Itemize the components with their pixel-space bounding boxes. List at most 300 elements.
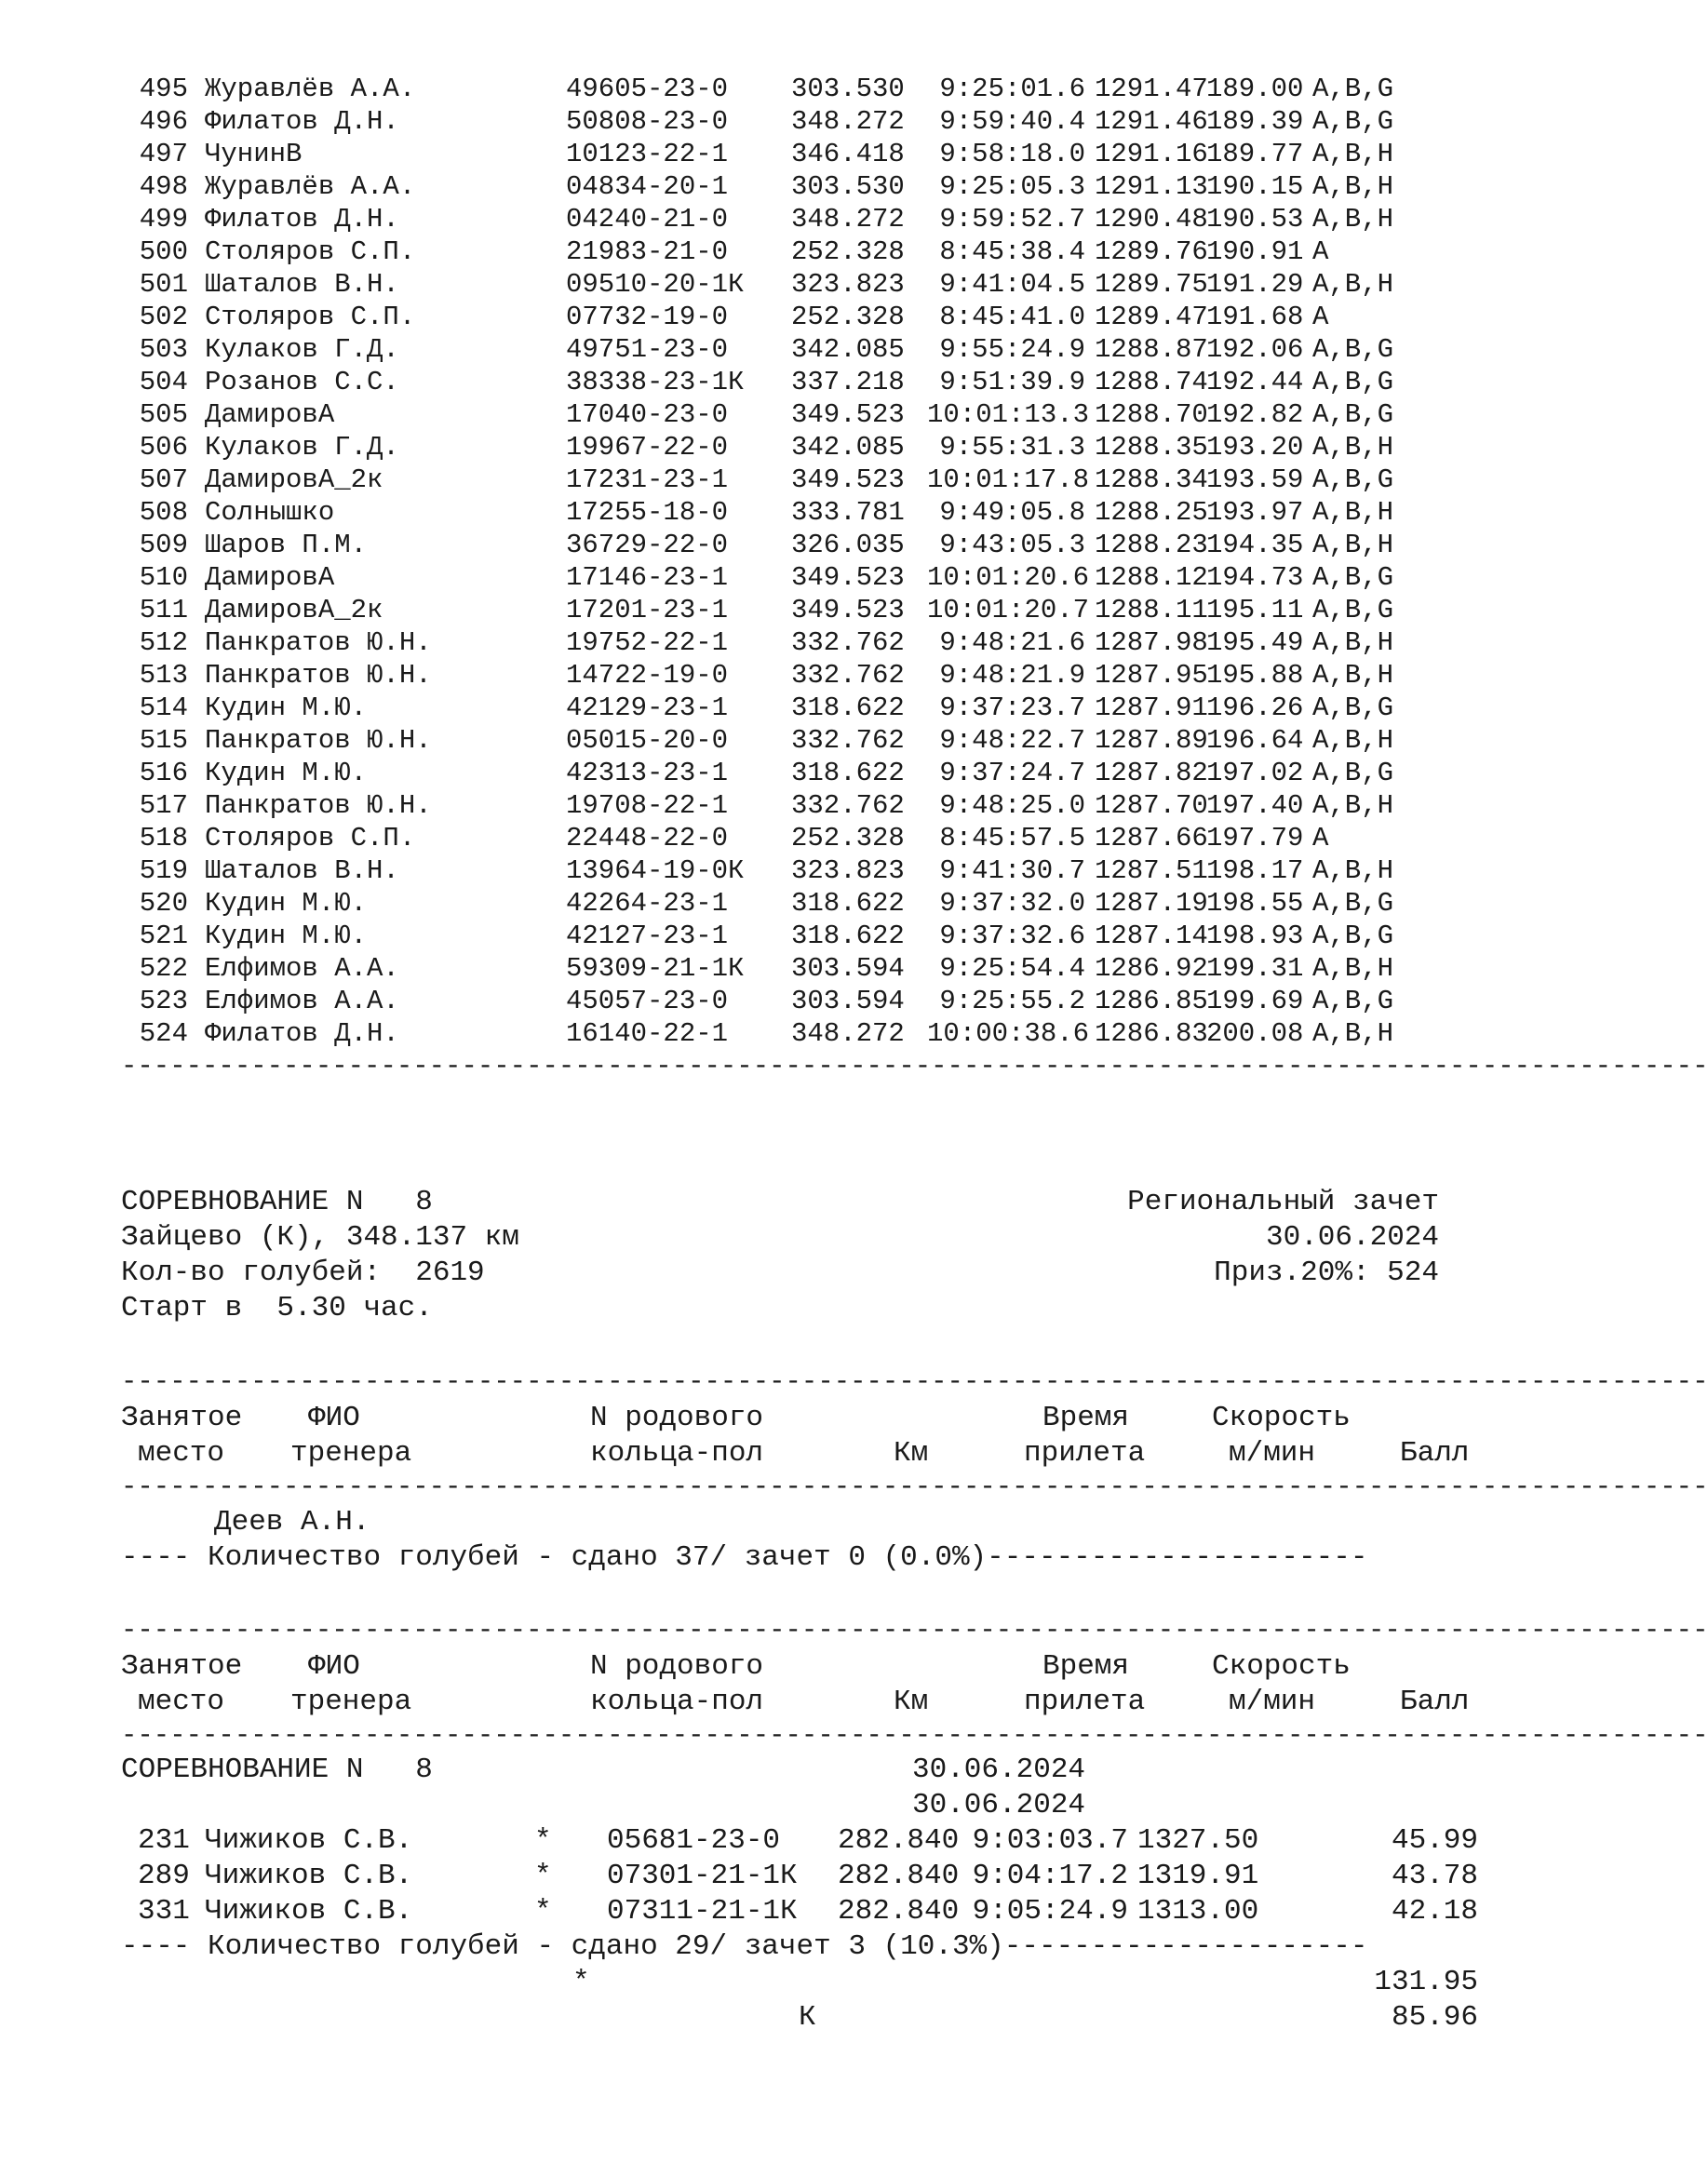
speed: 1291.46 [1095,106,1208,137]
place: 519 [139,855,188,886]
category: A,B,G [1312,464,1394,495]
points: 189.77 [1206,139,1304,169]
speed: 1291.16 [1095,139,1208,169]
name: ЧунинВ [205,139,303,169]
points: 43.78 [1391,1860,1478,1892]
speed: 1287.98 [1095,627,1208,658]
col-points-header: Балл [1400,1686,1470,1718]
total-star-value: 131.95 [1374,1966,1478,1998]
col-time-header-1: Время [1042,1650,1130,1683]
points: 190.53 [1206,204,1304,235]
points: 193.59 [1206,464,1304,495]
points: 199.69 [1206,986,1304,1016]
table-row [138,626,1459,659]
distance-km: 303.594 [791,953,905,984]
divider: -------------------------------------------------------------------------------------------------- [121,1471,1708,1502]
name: Шаталов В.Н. [205,269,399,300]
name: Кулаков Г.Д. [205,334,399,365]
points: 190.91 [1206,236,1304,267]
place: 517 [139,790,188,821]
arrival-time: 9:51:39.9 [939,367,1085,397]
speed: 1319.91 [1137,1860,1259,1892]
mark: * [534,1895,552,1928]
col-speed-header-1: Скорость [1212,1402,1351,1434]
category: A,B,H [1312,855,1394,886]
name: ДамировА_2к [205,595,383,625]
table-row [138,529,1459,561]
distance-km: 318.622 [791,888,905,919]
place: 499 [139,204,188,235]
arrival-time: 9:03:03.7 [972,1824,1128,1857]
name: Филатов Д.Н. [205,1018,399,1049]
table-row [138,724,1459,757]
ring-number: 17040-23-0 [566,399,729,430]
place: 497 [139,139,188,169]
distance-km: 332.762 [791,627,905,658]
distance-km: 252.328 [791,302,905,332]
place: 506 [139,432,188,463]
arrival-time: 8:45:38.4 [939,236,1085,267]
name: Кудин М.Ю. [205,758,368,788]
name: Елфимов А.А. [205,986,399,1016]
table-row [138,138,1459,170]
place: 505 [139,399,188,430]
points: 194.73 [1206,562,1304,593]
place: 289 [138,1860,190,1892]
category: A,B,H [1312,627,1394,658]
divider: -------------------------------------------------------------------------------------------------- [121,1720,1708,1751]
points: 42.18 [1391,1895,1478,1928]
table-row [138,301,1459,333]
place: 508 [139,497,188,528]
points: 195.49 [1206,627,1304,658]
points: 197.79 [1206,823,1304,853]
points: 189.00 [1206,74,1304,104]
table-row [138,203,1459,235]
table-row [138,366,1459,398]
arrival-time: 9:58:18.0 [939,139,1085,169]
place: 512 [139,627,188,658]
table-row [138,1823,1487,1859]
points: 199.31 [1206,953,1304,984]
place: 513 [139,660,188,691]
arrival-time: 9:37:24.7 [939,758,1085,788]
name: Кудин М.Ю. [205,888,368,919]
ring-number: 36729-22-0 [566,530,729,560]
place: 521 [139,921,188,951]
arrival-time: 9:25:01.6 [939,74,1085,104]
place: 516 [139,758,188,788]
table-row [138,496,1459,529]
col-place-header-2: место [138,1437,225,1470]
points: 200.08 [1206,1018,1304,1049]
arrival-time: 8:45:41.0 [939,302,1085,332]
col-ring-header-1: N родового [590,1650,764,1683]
distance-km: 323.823 [791,269,905,300]
speed: 1327.50 [1137,1824,1259,1857]
category: A,B,H [1312,497,1394,528]
arrival-time: 9:41:04.5 [939,269,1085,300]
points: 45.99 [1391,1824,1478,1857]
total-k-value: 85.96 [1391,2001,1478,2034]
ring-number: 05015-20-0 [566,725,729,756]
points: 197.40 [1206,790,1304,821]
name: Столяров С.П. [205,236,416,267]
category: A,B,G [1312,74,1394,104]
table-row [138,887,1459,920]
place: 515 [139,725,188,756]
col-time-header-1: Время [1042,1402,1130,1434]
name: ДамировА_2к [205,464,383,495]
col-km-header: Км [894,1437,929,1470]
arrival-time: 9:55:24.9 [939,334,1085,365]
distance-km: 282.840 [838,1824,960,1857]
ring-number: 42264-23-1 [566,888,729,919]
col-speed-header-2: м/мин [1229,1686,1316,1718]
table-row [138,789,1459,822]
section-summary: ---- Количество голубей - сдано 37/ зачет 0 (0.0%)---------------------- [121,1541,1368,1574]
ring-number: 42129-23-1 [566,692,729,723]
ring-number: 13964-19-0К [566,855,745,886]
speed: 1288.70 [1095,399,1208,430]
name: ДамировА [205,562,335,593]
name: Панкратов Ю.Н. [205,790,432,821]
place: 331 [138,1895,190,1928]
table-row [138,822,1459,854]
arrival-time: 9:48:25.0 [939,790,1085,821]
col-name-header-1: ФИО [308,1650,360,1683]
mark: * [534,1824,552,1857]
speed: 1287.51 [1095,855,1208,886]
distance-km: 346.418 [791,139,905,169]
table-row [138,268,1459,301]
table-row [138,105,1459,138]
arrival-time: 10:01:20.6 [927,562,1090,593]
name: Розанов С.С. [205,367,399,397]
total-k-mark: К [799,2001,816,2034]
ring-number: 22448-22-0 [566,823,729,853]
place: 522 [139,953,188,984]
table-row [138,985,1459,1017]
place: 509 [139,530,188,560]
speed: 1289.76 [1095,236,1208,267]
distance-km: 303.594 [791,986,905,1016]
ring-number: 17146-23-1 [566,562,729,593]
table-row [138,659,1459,692]
distance-km: 252.328 [791,823,905,853]
table-row [138,1894,1487,1929]
table-row [138,692,1459,724]
category: A,B,G [1312,106,1394,137]
points: 192.44 [1206,367,1304,397]
table-row [138,73,1459,105]
arrival-time: 9:55:31.3 [939,432,1085,463]
competition-pigeon-count: Кол-во голубей: 2619 [121,1256,485,1289]
distance-km: 349.523 [791,595,905,625]
competition-prize: Приз.20%: 524 [1214,1256,1439,1289]
table-row [138,952,1459,985]
speed: 1286.83 [1095,1018,1208,1049]
distance-km: 318.622 [791,921,905,951]
ring-number: 16140-22-1 [566,1018,729,1049]
name: Столяров С.П. [205,823,416,853]
ring-number: 09510-20-1К [566,269,745,300]
speed: 1286.92 [1095,953,1208,984]
results-list [138,73,1459,1050]
ring-number: 07311-21-1К [607,1895,798,1928]
name: Солнышко [205,497,335,528]
distance-km: 318.622 [791,758,905,788]
points: 198.17 [1206,855,1304,886]
arrival-time: 10:01:17.8 [927,464,1090,495]
table-row [138,594,1459,626]
speed: 1288.87 [1095,334,1208,365]
table-row [138,561,1459,594]
total-star-mark: * [572,1966,590,1998]
arrival-time: 9:59:40.4 [939,106,1085,137]
name: Панкратов Ю.Н. [205,660,432,691]
speed: 1290.48 [1095,204,1208,235]
category: A [1312,302,1329,332]
col-name-header-1: ФИО [308,1402,360,1434]
ring-number: 59309-21-1К [566,953,745,984]
points: 191.29 [1206,269,1304,300]
name: Шаров П.М. [205,530,368,560]
ring-number: 50808-23-0 [566,106,729,137]
table-row [138,757,1459,789]
distance-km: 282.840 [838,1860,960,1892]
category: A [1312,236,1329,267]
distance-km: 252.328 [791,236,905,267]
arrival-time: 9:25:05.3 [939,171,1085,202]
distance-km: 348.272 [791,106,905,137]
table-row [138,170,1459,203]
category: A,B,G [1312,334,1394,365]
ring-number: 19708-22-1 [566,790,729,821]
name: Столяров С.П. [205,302,416,332]
arrival-time: 9:48:21.9 [939,660,1085,691]
arrival-time: 9:05:24.9 [972,1895,1128,1928]
ring-number: 04240-21-0 [566,204,729,235]
table-row [138,1859,1487,1894]
points: 190.15 [1206,171,1304,202]
col-name-header-2: тренера [290,1437,412,1470]
table-row [138,235,1459,268]
arrival-time: 10:00:38.6 [927,1018,1090,1049]
points: 196.26 [1206,692,1304,723]
col-ring-header-2: кольца-пол [590,1437,764,1470]
place: 495 [139,74,188,104]
arrival-time: 9:04:17.2 [972,1860,1128,1892]
name: Кудин М.Ю. [205,921,368,951]
place: 504 [139,367,188,397]
arrival-time: 9:48:22.7 [939,725,1085,756]
distance-km: 342.085 [791,432,905,463]
section-date: 30.06.2024 [912,1754,1086,1786]
speed: 1287.91 [1095,692,1208,723]
arrival-time: 9:59:52.7 [939,204,1085,235]
col-ring-header-1: N родового [590,1402,764,1434]
distance-km: 349.523 [791,399,905,430]
place: 503 [139,334,188,365]
arrival-time: 8:45:57.5 [939,823,1085,853]
category: A [1312,823,1329,853]
place: 520 [139,888,188,919]
speed: 1291.47 [1095,74,1208,104]
col-speed-header-1: Скорость [1212,1650,1351,1683]
place: 507 [139,464,188,495]
ring-number: 42127-23-1 [566,921,729,951]
speed: 1288.74 [1095,367,1208,397]
distance-km: 342.085 [791,334,905,365]
competition-date: 30.06.2024 [1265,1221,1439,1254]
category: A,B,H [1312,204,1394,235]
ring-number: 17255-18-0 [566,497,729,528]
arrival-time: 9:41:30.7 [939,855,1085,886]
category: A,B,H [1312,953,1394,984]
mark: * [534,1860,552,1892]
category: A,B,G [1312,399,1394,430]
place: 518 [139,823,188,853]
name: Чижиков С.В. [205,1860,413,1892]
competition-scoring: Региональный зачет [1127,1186,1439,1218]
distance-km: 332.762 [791,725,905,756]
arrival-time: 10:01:20.7 [927,595,1090,625]
name: Филатов Д.Н. [205,106,399,137]
distance-km: 349.523 [791,562,905,593]
col-speed-header-2: м/мин [1229,1437,1316,1470]
speed: 1287.70 [1095,790,1208,821]
col-time-header-2: прилета [1024,1437,1146,1470]
ring-number: 07301-21-1К [607,1860,798,1892]
col-points-header: Балл [1400,1437,1470,1470]
speed: 1289.75 [1095,269,1208,300]
ring-number: 05681-23-0 [607,1824,781,1857]
distance-km: 337.218 [791,367,905,397]
category: A,B,G [1312,888,1394,919]
points: 194.35 [1206,530,1304,560]
category: A,B,H [1312,432,1394,463]
speed: 1288.35 [1095,432,1208,463]
ring-number: 19967-22-0 [566,432,729,463]
arrival-time: 9:37:32.0 [939,888,1085,919]
speed: 1287.95 [1095,660,1208,691]
points: 193.20 [1206,432,1304,463]
table-row [138,398,1459,431]
ring-number: 14722-19-0 [566,660,729,691]
col-place-header-2: место [138,1686,225,1718]
speed: 1287.66 [1095,823,1208,853]
points: 191.68 [1206,302,1304,332]
category: A,B,G [1312,367,1394,397]
points: 197.02 [1206,758,1304,788]
category: A,B,H [1312,790,1394,821]
arrival-time: 9:49:05.8 [939,497,1085,528]
place: 510 [139,562,188,593]
col-name-header-2: тренера [290,1686,412,1718]
name: Журавлёв А.А. [205,171,416,202]
speed: 1288.11 [1095,595,1208,625]
category: A,B,H [1312,171,1394,202]
points: 195.11 [1206,595,1304,625]
speed: 1287.82 [1095,758,1208,788]
arrival-time: 9:37:23.7 [939,692,1085,723]
points: 193.97 [1206,497,1304,528]
arrival-time: 9:37:32.6 [939,921,1085,951]
distance-km: 323.823 [791,855,905,886]
distance-km: 332.762 [791,790,905,821]
distance-km: 303.530 [791,74,905,104]
speed: 1286.85 [1095,986,1208,1016]
place: 523 [139,986,188,1016]
table-row [138,854,1459,887]
arrival-time: 9:25:54.4 [939,953,1085,984]
col-km-header: Км [894,1686,929,1718]
category: A,B,H [1312,725,1394,756]
distance-km: 332.762 [791,660,905,691]
category: A,B,G [1312,595,1394,625]
name: Шаталов В.Н. [205,855,399,886]
col-ring-header-2: кольца-пол [590,1686,764,1718]
table-row [138,333,1459,366]
place: 511 [139,595,188,625]
name: Чижиков С.В. [205,1895,413,1928]
category: A,B,H [1312,1018,1394,1049]
ring-number: 42313-23-1 [566,758,729,788]
name: Журавлёв А.А. [205,74,416,104]
speed: 1287.19 [1095,888,1208,919]
category: A,B,H [1312,139,1394,169]
speed: 1289.47 [1095,302,1208,332]
name: Панкратов Ю.Н. [205,725,432,756]
speed: 1287.89 [1095,725,1208,756]
distance-km: 282.840 [838,1895,960,1928]
points: 192.82 [1206,399,1304,430]
points: 192.06 [1206,334,1304,365]
table-row [138,1017,1459,1050]
divider: -------------------------------------------------------------------------------------------------- [121,1051,1708,1082]
points: 198.55 [1206,888,1304,919]
category: A,B,G [1312,758,1394,788]
ring-number: 07732-19-0 [566,302,729,332]
divider: -------------------------------------------------------------------------------------------------- [121,1366,1708,1397]
category: A,B,H [1312,269,1394,300]
speed: 1288.12 [1095,562,1208,593]
col-place-header-1: Занятое [121,1402,243,1434]
distance-km: 326.035 [791,530,905,560]
ring-number: 17231-23-1 [566,464,729,495]
distance-km: 318.622 [791,692,905,723]
ring-number: 10123-22-1 [566,139,729,169]
ring-number: 49605-23-0 [566,74,729,104]
ring-number: 38338-23-1К [566,367,745,397]
category: A,B,H [1312,530,1394,560]
points: 195.88 [1206,660,1304,691]
place: 502 [139,302,188,332]
distance-km: 349.523 [791,464,905,495]
category: A,B,G [1312,562,1394,593]
arrival-time: 9:25:55.2 [939,986,1085,1016]
category: A,B,G [1312,692,1394,723]
speed: 1291.13 [1095,171,1208,202]
place: 500 [139,236,188,267]
points: 196.64 [1206,725,1304,756]
distance-km: 348.272 [791,1018,905,1049]
ring-number: 19752-22-1 [566,627,729,658]
category: A,B,G [1312,986,1394,1016]
name: ДамировА [205,399,335,430]
distance-km: 333.781 [791,497,905,528]
